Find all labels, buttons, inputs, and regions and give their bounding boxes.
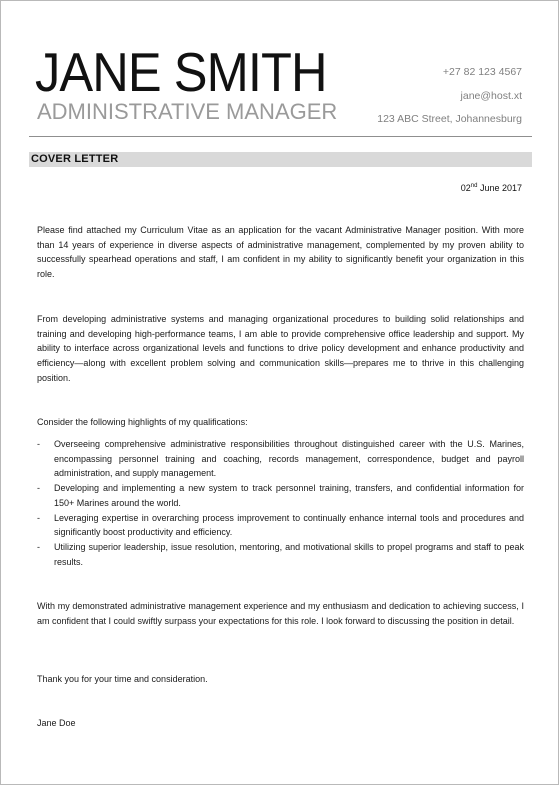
contact-phone: +27 82 123 4567 [442,66,522,78]
applicant-title: ADMINISTRATIVE MANAGER [37,99,338,124]
letter-paragraph [37,223,524,282]
date-suffix: nd [470,183,478,189]
letter-date [461,181,522,194]
signature-name [37,716,524,731]
bullet-marker: - [37,483,40,494]
highlights-intro [37,415,524,430]
date-day: 02 [460,183,471,193]
bullet-marker: - [37,439,40,449]
highlights-list [37,437,524,569]
bullet-marker: - [37,541,40,552]
applicant-name: JANE SMITH [35,41,327,103]
section-title: COVER LETTER [31,153,119,165]
list-item [37,481,524,510]
letter-paragraph [37,599,524,628]
paragraph-text: From developing administrative systems and managing organizational procedures to building solid relationships and training and developing high-performance teams, I am able to provide comprehensive office leadership and support. My ability to interface across organizational levels and functions to drive policy development and enhance productivity and efficiency—along with excellent problem solving and communication skills—prepares me to thrive in this challenging position. [37,314,524,383]
list-item-text: Utilizing superior leadership, issue resolution, mentoring, and motivational skills to propel programs and staff to peak results. [54,541,524,567]
list-item-text: Leveraging expertise in overarching process improvement to continually enhance internal tools and procedures and significantly boost productivity and efficiency. [54,512,524,538]
date-month-year: June 2017 [477,183,522,193]
list-item [37,511,524,540]
list-item [37,540,524,569]
paragraph-text: Jane Doe [37,718,76,728]
section-header-bar [29,152,532,167]
paragraph-text: Consider the following highlights of my qualifications: [37,417,248,427]
contact-address: 123 ABC Street, Johannesburg [377,113,522,125]
list-item [37,437,524,481]
bullet-marker: - [37,512,40,523]
paragraph-text: Thank you for your time and consideration. [37,674,208,684]
contact-email: jane@host.xt [460,90,522,102]
list-item-text: Overseeing comprehensive administrative responsibilities throughout distinguished career with the U.S. Marines, encompassing personnel training and coaching, records management, correspondence, budget and payroll administration, and supply management. [54,439,524,479]
paragraph-text: Please find attached my Curriculum Vitae as an application for the vacant Administrative Manager position. With more than 14 years of experience in diverse aspects of administrative management, complemented by my proven ability to successfully spearhead operations and staff, I am confident in my ability to significantly benefit your organization in this role. [37,225,524,280]
letter-paragraph [37,312,524,386]
list-item-text: Developing and implementing a new system to track personnel training, transfers, and confidential information for 150+ Marines around the world. [54,483,524,508]
closing-line [37,672,524,687]
paragraph-text: With my demonstrated administrative management experience and my enthusiasm and dedication to achieving success, I am confident that I could swiftly surpass your expectations for this role. I look forward to discussing the position in detail. [37,601,524,626]
header-divider [29,136,532,137]
